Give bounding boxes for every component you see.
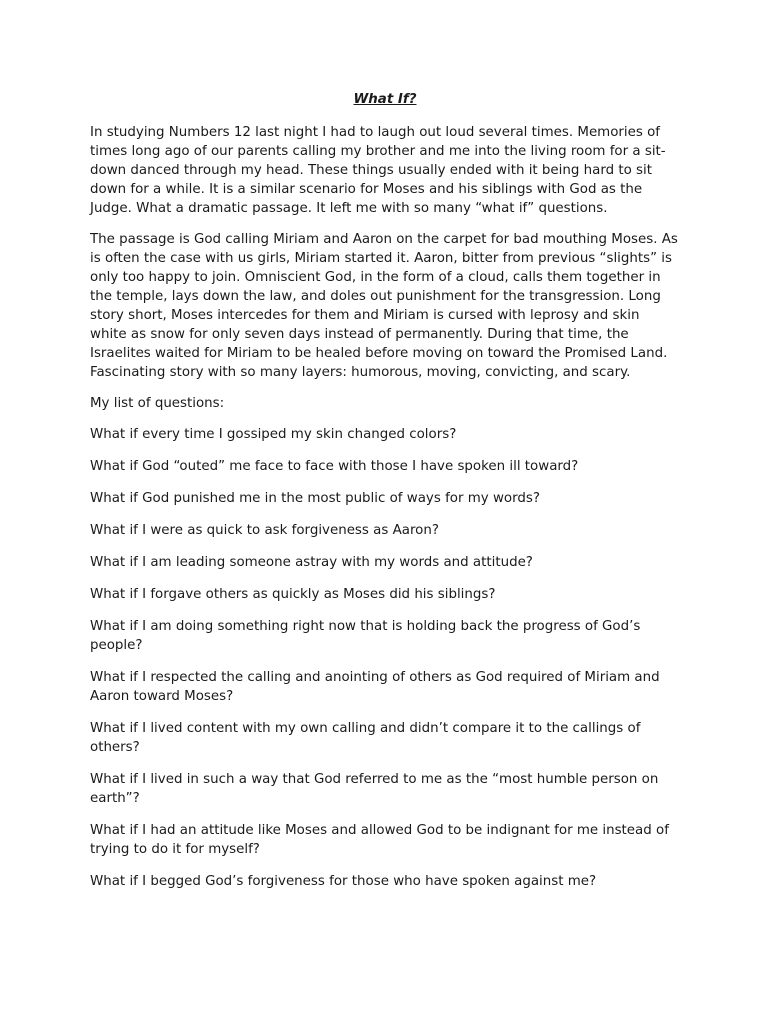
question-item: What if I lived in such a way that God referred to me as the “most humble person on earth”? xyxy=(90,772,659,806)
question-item: What if I respected the calling and anointing of others as God required of Miriam and Aaron toward Moses? xyxy=(90,670,660,704)
question-item: What if I forgave others as quickly as Moses did his siblings? xyxy=(90,587,496,602)
question-item: What if God punished me in the most public of ways for my words? xyxy=(90,491,540,506)
question-item: What if every time I gossiped my skin changed colors? xyxy=(90,427,457,442)
document-title: What If? xyxy=(353,92,417,107)
question-item: What if I am leading someone astray with my words and attitude? xyxy=(90,555,533,570)
list-intro: My list of questions: xyxy=(90,396,225,411)
question-item: What if I had an attitude like Moses and allowed God to be indignant for me instead of trying to do it for myself? xyxy=(90,823,669,857)
paragraph-passage: The passage is God calling Miriam and Aaron on the carpet for bad mouthing Moses. As is often the case with us girls, Miriam started it. Aaron, bitter from previous “slights” is only too happy to join. Omniscient God, in the form of a cloud, calls them together in the temple, lays down the law, and doles out punishment for the transgression. Long story short, Moses intercedes for them and Miriam is cursed with leprosy and skin white as snow for only seven days instead of permanently. During that time, the Israelites waited for Miriam to be healed before moving on toward the Promised Land. Fascinating story with so many layers: humorous, moving, convicting, and scary. xyxy=(90,232,678,380)
question-item: What if I were as quick to ask forgiveness as Aaron? xyxy=(90,523,439,538)
question-item: What if I begged God’s forgiveness for those who have spoken against me? xyxy=(90,874,597,889)
document-page xyxy=(90,90,680,904)
paragraph-intro: In studying Numbers 12 last night I had to laugh out loud several times. Memories of times long ago of our parents calling my brother and me into the living room for a sit-down danced through my head. These things usually ended with it being hard to sit down for a while. It is a similar scenario for Moses and his siblings with God as the Judge. What a dramatic passage. It left me with so many “what if” questions. xyxy=(90,125,666,216)
question-item: What if God “outed” me face to face with those I have spoken ill toward? xyxy=(90,459,579,474)
question-item: What if I am doing something right now that is holding back the progress of God’s people? xyxy=(90,619,641,653)
question-item: What if I lived content with my own calling and didn’t compare it to the callings of others? xyxy=(90,721,641,755)
